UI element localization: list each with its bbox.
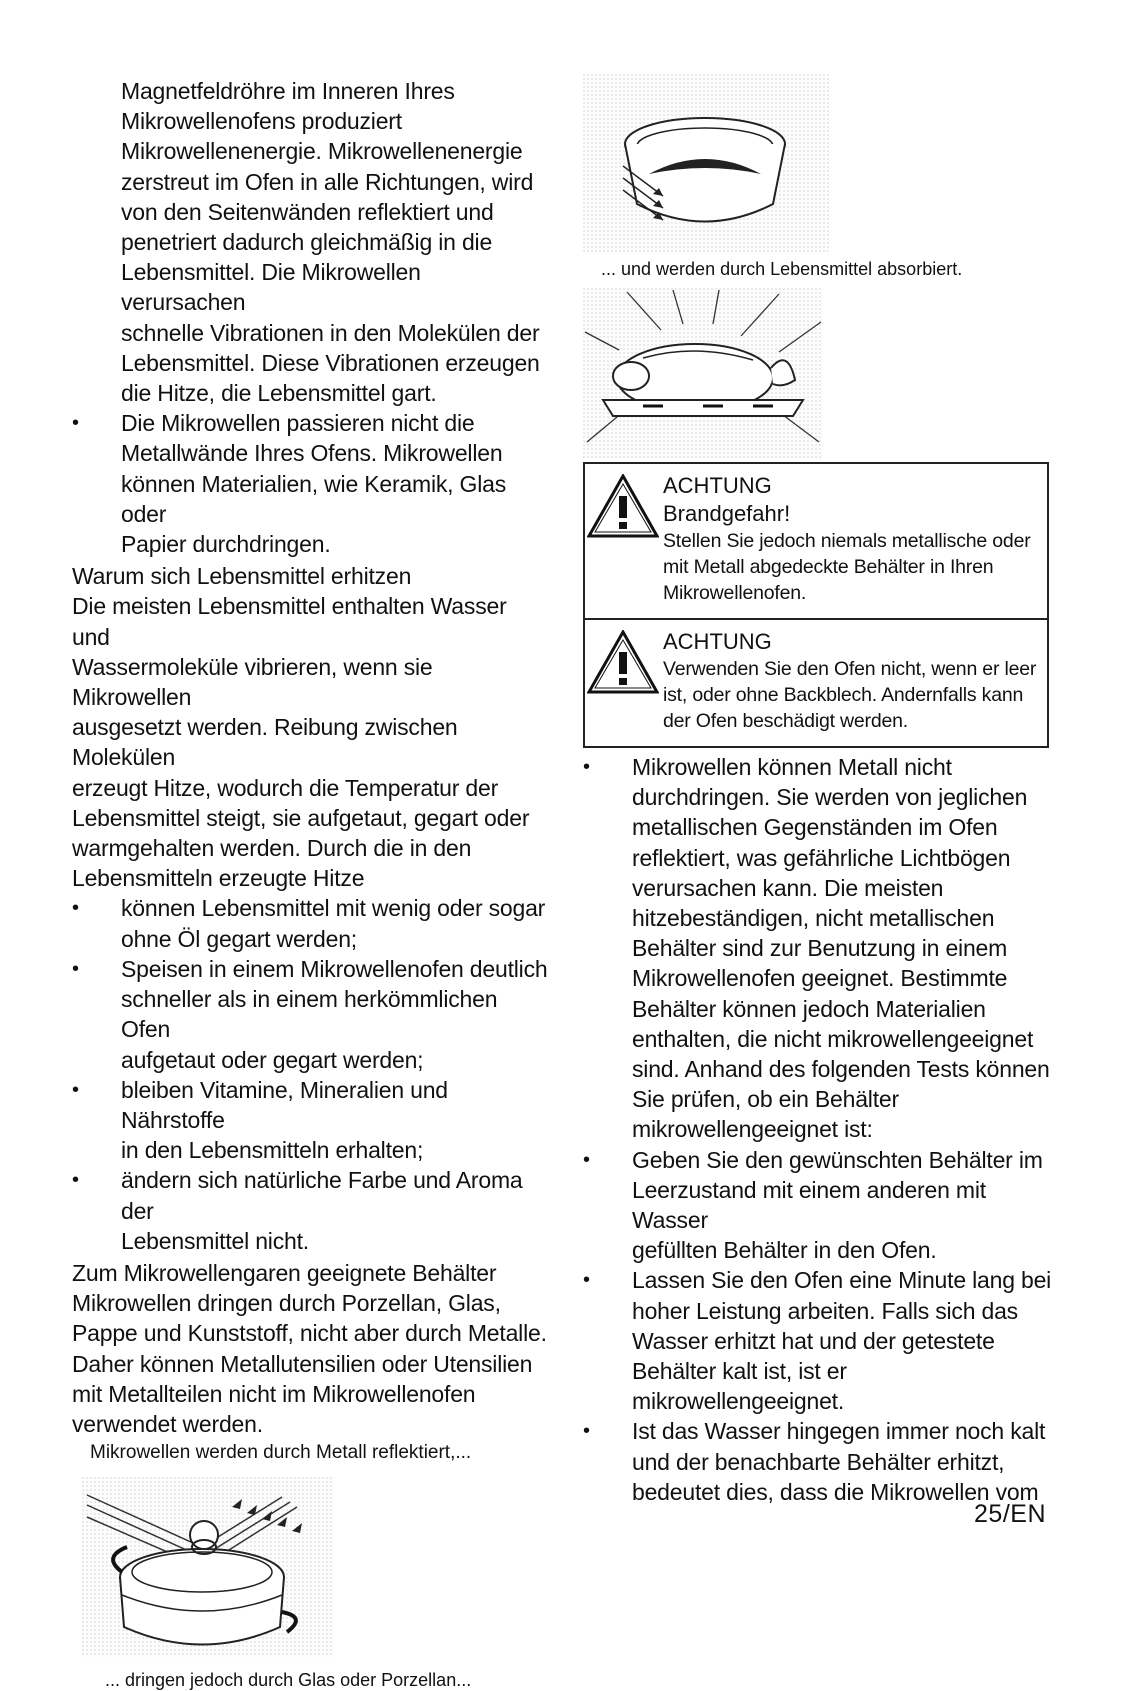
paragraph: Mikrowellen dringen durch Porzellan, Glas, Pappe und Kunststoff, nicht aber durch Metalle. Daher können Metallutensilien oder Utensilien mit Metallteilen nicht im Mikrowellenofen verwendet werden. — [72, 1290, 547, 1437]
list-item: • Geben Sie den gewünschten Behälter im Leerzustand mit einem anderen mit Wasser gefüllten Behälter in den Ofen. — [583, 1145, 1053, 1266]
list-item: • bleiben Vitamine, Mineralien und Nährstoffe in den Lebensmitteln erhalten; — [72, 1075, 550, 1166]
warning-title: ACHTUNG — [663, 629, 772, 654]
figure-caption-glass: ... dringen jedoch durch Glas oder Porzellan... — [105, 1670, 472, 1691]
dish-penetration-drawing — [583, 74, 829, 252]
right-column — [583, 74, 1049, 460]
warning-title: ACHTUNG — [663, 473, 772, 498]
pot-reflection-drawing — [82, 1477, 334, 1657]
warning-triangle-icon — [587, 474, 659, 538]
warning-body: Stellen Sie jedoch niemals metallische oder mit Metall abgedeckte Behälter in Ihren Mikrowellenofen. — [663, 530, 1031, 604]
left-column — [72, 76, 550, 1691]
list-item: • Lassen Sie den Ofen eine Minute lang bei hoher Leistung arbeiten. Falls sich das Wasser erhitzt hat und der getestete Behälter kalt ist, ist er mikrowellengeeignet. — [583, 1265, 1053, 1416]
figure-caption-metal: Mikrowellen werden durch Metall reflektiert,... — [90, 1442, 472, 1464]
warning-empty-oven — [585, 618, 1047, 746]
page-number: 25/EN — [974, 1500, 1046, 1528]
glass-dish-illustration — [583, 74, 829, 252]
list-item: • Speisen in einem Mikrowellenofen deutlich schneller als in einem herkömmlichen Ofen aufgetaut oder gegart werden; — [72, 954, 550, 1075]
warning-subtitle: Brandgefahr! — [663, 501, 791, 526]
right-bullet-list — [583, 752, 1053, 1507]
food-absorption-drawing — [583, 288, 823, 460]
list-item: • ändern sich natürliche Farbe und Aroma der Lebensmittel nicht. — [72, 1165, 550, 1256]
metal-pot-illustration — [82, 1477, 334, 1657]
section-heading: Zum Mikrowellengaren geeignete Behälter — [72, 1259, 497, 1286]
section-heading: Warum sich Lebensmittel erhitzen — [72, 563, 412, 590]
list-item: • Die Mikrowellen passieren nicht die Metallwände Ihres Ofens. Mikrowellen können Materialien, wie Keramik, Glas oder Papier durchdringen. — [72, 408, 550, 559]
warning-fire — [585, 464, 1047, 618]
list-item: • Ist das Wasser hingegen immer noch kalt und der benachbarte Behälter erhitzt, bedeutet dies, dass die Mikrowellen vom — [583, 1416, 1053, 1507]
paragraph: Die meisten Lebensmittel enthalten Wasser und Wassermoleküle vibrieren, wenn sie Mikrowellen ausgesetzt werden. Reibung zwischen Molekülen erzeugt Hitze, wodurch die Temperatur der Lebensmittel steigt, sie aufgetaut, gegart oder warmgehalten werden. Durch die in den Lebensmitteln erzeugte Hitze — [72, 593, 530, 892]
list-item: • können Lebensmittel mit wenig oder sogar ohne Öl gegart werden; — [72, 893, 550, 953]
list-item: • Mikrowellen können Metall nicht durchdringen. Sie werden von jeglichen metallischen Gegenständen im Ofen reflektiert, was gefährliche Lichtbögen verursachen kann. Die meisten hitzebeständigen, nicht metallischen Behälter sind zur Benutzung in einem Mikrowellenofen geeignet. Bestimmte Behälter können jedoch Materialien enthalten, die nicht mikrowellengeeignet sind. Anhand des folgenden Tests können Sie prüfen, ob ein Behälter mikrowellengeeignet ist: — [583, 752, 1053, 1145]
warning-body: Verwenden Sie den Ofen nicht, wenn er leer ist, oder ohne Backblech. Andernfalls kann der Ofen beschädigt werden. — [663, 658, 1037, 732]
figure-caption-absorb: ... und werden durch Lebensmittel absorbiert. — [601, 259, 963, 279]
intro-paragraph: Magnetfeldröhre im Inneren Ihres Mikrowellenofens produziert Mikrowellenenergie. Mikrowellenenergie zerstreut im Ofen in alle Richtungen, wird von den Seitenwänden reflektiert und penetriert dadurch gleichmäßig in die Lebensmittel. Die Mikrowellen verursachen schnelle Vibrationen in den Molekülen der Lebensmittel. Diese Vibrationen erzeugen die Hitze, die Lebensmittel gart. — [121, 78, 540, 407]
warning-box — [583, 462, 1049, 748]
warning-triangle-icon — [587, 630, 659, 694]
chicken-illustration — [583, 288, 823, 460]
